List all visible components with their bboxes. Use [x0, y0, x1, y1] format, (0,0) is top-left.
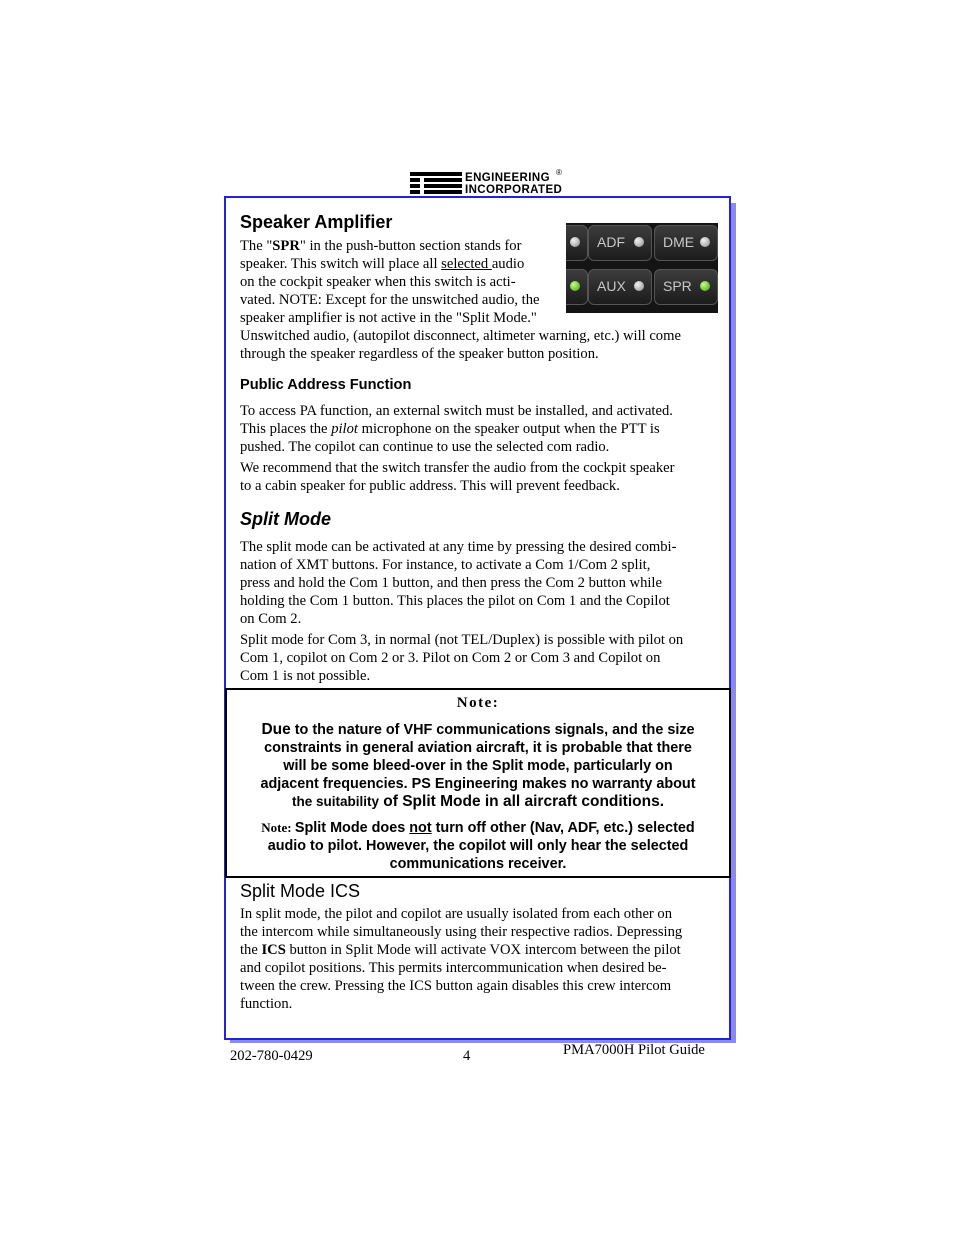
speaker-paragraph: The "SPR" in the push-button section stands for speaker. This switch will place all selected audio on the cockpit speaker when this switch is acti- vated. NOTE: Except for the unswitched audio, the speaker amplifier is not active in the "Split Mode." Unswitched audio, (autopilot disconnect, altimeter warning, etc.) will come through the speaker regardless of the speaker button position.	[240, 238, 681, 362]
split-mode-ics-heading: Split Mode ICS	[240, 881, 361, 901]
note-split-mode-text: Note: Split Mode does not turn off other (Nav, ADF, etc.) selected audio to pilot. However, the copilot will only hear the selected communications receiver.	[261, 820, 695, 872]
photo-button-spr: SPR	[654, 269, 718, 305]
public-address-paragraph-2: We recommend that the switch transfer the audio from the cockpit speaker to a cabin speaker for public address. This will prevent feedback.	[240, 460, 675, 494]
registered-mark: ®	[556, 168, 562, 177]
split-mode-heading: Split Mode	[240, 509, 331, 529]
footer-phone: 202-780-0429	[230, 1048, 313, 1064]
ps-engineering-logo	[410, 168, 570, 198]
photo-button-aux: AUX	[588, 269, 652, 305]
photo-button-dme: DME	[654, 225, 718, 261]
logo-line-engineering: ENGINEERING	[465, 172, 550, 184]
public-address-heading: Public Address Function	[240, 377, 412, 393]
public-address-paragraph-1: To access PA function, an external switch must be installed, and activated. This places the pilot microphone on the speaker output when the PTT is pushed. The copilot can continue to use the selected com radio.	[240, 403, 673, 455]
split-mode-paragraph-2: Split mode for Com 3, in normal (not TEL/Duplex) is possible with pilot on Com 1, copilot on Com 2 or 3. Pilot on Com 2 or Com 3 and Copilot on Com 1 is not possible.	[240, 632, 684, 684]
note-bleed-over-text: Due to the nature of VHF communications signals, and the size constraints in general aviation aircraft, it is probable that there will be some bleed-over in the Split mode, particularly on adjacent frequencies. PS Engineering makes no warranty about the suitability of Split Mode in all aircraft conditions.	[260, 721, 696, 810]
footer-page-number: 4	[463, 1048, 471, 1064]
photo-button-adf: ADF	[588, 225, 652, 261]
note-title: Note:	[456, 695, 500, 711]
footer-guide-title: PMA7000H Pilot Guide	[563, 1042, 705, 1058]
note-box	[225, 688, 731, 878]
ps-logo-icon	[410, 172, 462, 194]
split-mode-paragraph-1: The split mode can be activated at any time by pressing the desired combi- nation of XMT buttons. For instance, to activate a Com 1/Com 2 split, press and hold the Com 1 button, and then press the Com 2 button while holding the Com 1 button. This places the pilot on Com 1 and the Copilot on Com 2.	[240, 539, 677, 627]
logo-line-incorporated: INCORPORATED	[465, 184, 563, 196]
split-mode-ics-paragraph: In split mode, the pilot and copilot are usually isolated from each other on the intercom while simultaneously using their respective radios. Depressing the ICS button in Split Mode will activate VOX intercom between the pilot and copilot positions. This permits intercommunication when desired be- tween the crew. Pressing the ICS button again disables this crew intercom function.	[240, 906, 683, 1012]
speaker-amplifier-heading: Speaker Amplifier	[240, 212, 393, 232]
